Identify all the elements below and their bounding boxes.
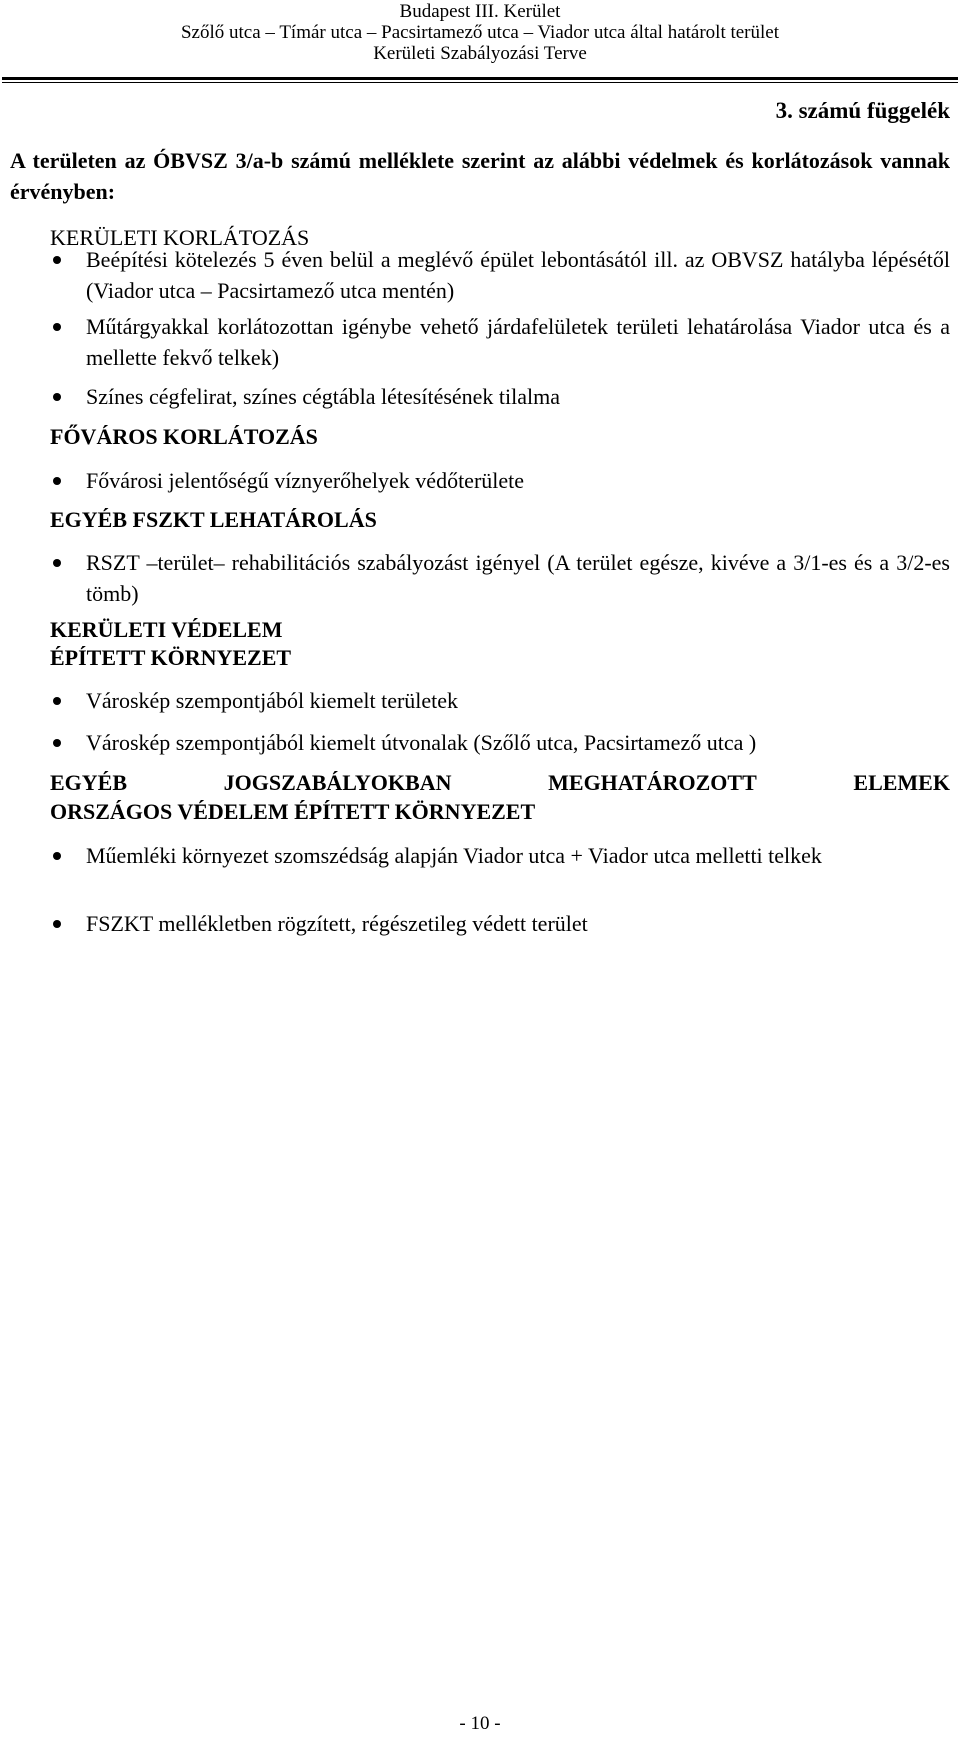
header-area: Szőlő utca – Tímár utca – Pacsirtamező utca – Viador utca által határolt terület [180,22,780,43]
appendix-title: 3. számú függelék [775,98,950,123]
list-item: RSZT –terület– rehabilitációs szabályozást igényel (A terület egésze, kivéve a 3/1-es és a 3/2-es tömb) [86,550,950,606]
section-heading-egyeb-fszkt: EGYÉB FSZKT LEHATÁROLÁS [50,507,377,532]
list-item: FSZKT mellékletben rögzített, régészetileg védett terület [86,911,588,936]
intro-paragraph: A területen az ÓBVSZ 3/a-b számú melléklete szerint az alábbi védelmek és korlátozások vannak érvényben: [10,148,950,204]
section-heading-keruleti-vedelem: KERÜLETI VÉDELEM [50,617,283,642]
header-rule-thin [2,82,958,83]
section-heading-kerueleti-korlatozas: KERÜLETI KORLÁTOZÁS [50,225,310,250]
section-heading-egyeb-jogszabalyokban: EGYÉB JOGSZABÁLYOKBAN MEGHATÁROZOTT ELEMEK [50,770,950,795]
list-item: Beépítési kötelezés 5 éven belül a meglévő épület lebontásától ill. az OBVSZ hatályba lépésétől (Viador utca – Pacsirtamező utca mentén) [86,247,950,303]
page-header [0,0,960,64]
page-number: - 10 - [459,1713,501,1734]
header-plan-title: Kerületi Szabályozási Terve [373,43,587,64]
list-item: Városkép szempontjából kiemelt útvonalak (Szőlő utca, Pacsirtamező utca ) [86,730,757,755]
list-item: Műtárgyakkal korlátozottan igénybe vehető járdafelületek területi lehatárolása Viador utca és a mellette fekvő telkek) [86,314,950,370]
list-item: Műemléki környezet szomszédság alapján Viador utca + Viador utca melletti telkek [86,843,822,868]
section-heading-fovaros-korlatozas: FŐVÁROS KORLÁTOZÁS [50,424,318,449]
header-district: Budapest III. Kerület [399,1,561,22]
section-subheading-orszagos-vedelem: ORSZÁGOS VÉDELEM ÉPÍTETT KÖRNYEZET [50,799,536,824]
list-item: Fővárosi jelentőségű víznyerőhelyek védőterülete [86,468,525,493]
section-subheading-epitett-kornyezet: ÉPÍTETT KÖRNYEZET [50,645,292,670]
list-item: Városkép szempontjából kiemelt területek [86,688,459,713]
header-rule-thick [2,77,958,80]
list-item: Színes cégfelirat, színes cégtábla létesítésének tilalma [86,384,561,409]
